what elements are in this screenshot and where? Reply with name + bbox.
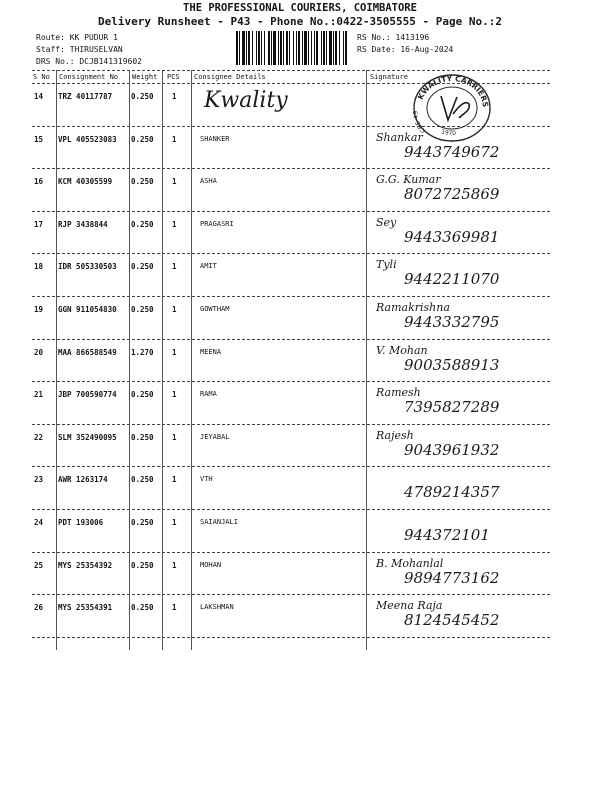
- barcode-bar: [239, 31, 240, 65]
- col-header-sno: S No: [33, 73, 50, 81]
- row-sno: 14: [34, 92, 44, 101]
- row-signature-name: B. Mohanlal: [376, 556, 444, 570]
- barcode-bar: [298, 31, 300, 65]
- row-weight: 1.270: [131, 347, 154, 357]
- row-signature-name: Tyli: [376, 258, 397, 272]
- row-weight: 0.250: [131, 518, 154, 527]
- rs-date: RS Date: 16-Aug-2024: [357, 45, 454, 54]
- row-pcs: 1: [172, 475, 177, 485]
- barcode-bar: [236, 31, 238, 65]
- barcode-bar: [273, 31, 276, 65]
- row-divider: [32, 211, 550, 212]
- row-weight: 0.250: [131, 390, 154, 400]
- row-consignee: MOHAN: [200, 560, 222, 569]
- stamp-text-top: KWALITY CARRIERS: [415, 73, 491, 108]
- row-consignee: JEYABAL: [200, 432, 230, 441]
- row-sno: 26: [34, 603, 44, 613]
- col-header-consignment: Consignment No: [59, 73, 119, 81]
- barcode-bar: [246, 31, 247, 65]
- runsheet-table: [32, 70, 550, 650]
- barcode-bar: [293, 31, 294, 65]
- col-header-signature: Signature: [370, 73, 408, 81]
- row-divider: [32, 381, 550, 382]
- row-weight: 0.250: [131, 134, 154, 144]
- barcode-image: [236, 31, 348, 65]
- barcode-bar: [261, 31, 262, 65]
- col-header-consignee: Consignee Details: [194, 73, 266, 81]
- row-signature-phone: 7395827289: [404, 398, 500, 417]
- row-pcs: 1: [172, 177, 177, 187]
- row-signature-name: G.G. Kumar: [376, 173, 441, 187]
- row-pcs: 1: [172, 518, 177, 527]
- row-signature-phone: 9894773162: [404, 568, 500, 587]
- barcode-bar: [278, 31, 279, 65]
- barcode-bar: [345, 31, 347, 65]
- row-divider: [32, 253, 550, 254]
- row-signature-name: Ramesh: [376, 386, 421, 400]
- row-consignee: MEENA: [200, 347, 222, 356]
- row-divider: [32, 509, 550, 510]
- staff-label: Staff: THIRUSELVAN: [36, 45, 123, 54]
- row-sno: 15: [34, 134, 44, 144]
- row-pcs: 1: [172, 603, 177, 613]
- barcode-bar: [258, 31, 260, 65]
- row-divider: [32, 296, 550, 297]
- barcode-bar: [323, 31, 325, 65]
- row-pcs: 1: [172, 219, 177, 229]
- kwality-stamp-image: [407, 70, 497, 146]
- row-sno: 24: [34, 518, 44, 527]
- col-header-pcs: PCS: [167, 73, 180, 81]
- document-title: THE PROFESSIONAL COURIERS, COIMBATORE: [183, 2, 417, 14]
- row-weight: 0.250: [131, 560, 154, 570]
- barcode-bar: [271, 31, 272, 65]
- row-pcs: 1: [172, 390, 177, 400]
- row-sno: 16: [34, 177, 44, 187]
- row-signature-phone: 9443369981: [404, 227, 500, 246]
- row-consignment-no: MYS 25354392: [58, 560, 113, 570]
- row-signature-name: Rajesh: [376, 428, 414, 442]
- row-consignee: PRAGASRI: [200, 219, 234, 228]
- row-signature-phone: 4789214357: [404, 483, 500, 502]
- row-consignee-handwritten: Kwality: [204, 88, 288, 113]
- row-signature-name: V. Mohan: [376, 343, 428, 357]
- row-divider: [32, 168, 550, 169]
- rs-number: RS No.: 1413196: [357, 33, 430, 42]
- row-pcs: 1: [172, 560, 177, 570]
- row-consignee: RAMA: [200, 390, 217, 399]
- row-signature-phone: 9443749672: [404, 142, 500, 161]
- row-sno: 25: [34, 560, 44, 570]
- barcode-bar: [268, 31, 270, 65]
- barcode-bar: [264, 31, 265, 65]
- column-divider: [191, 70, 192, 650]
- barcode-bar: [256, 31, 257, 65]
- row-sno: 19: [34, 305, 44, 314]
- col-header-weight: Weight: [132, 73, 158, 81]
- barcode-bar: [289, 31, 290, 65]
- row-sno: 23: [34, 475, 44, 485]
- row-consignee: GOWTHAM: [200, 305, 230, 313]
- row-consignment-no: KCM 40305599: [58, 177, 113, 187]
- row-signature-phone: 9003588913: [404, 355, 500, 374]
- row-consignment-no: MAA 866588549: [58, 347, 117, 357]
- row-signature-name: Meena Raja: [376, 599, 443, 613]
- column-divider: [162, 70, 163, 650]
- barcode-bar: [304, 31, 307, 65]
- barcode-bar: [286, 31, 288, 65]
- row-consignment-no: AWR 1263174: [58, 475, 108, 485]
- row-consignment-no: GGN 911054830: [58, 305, 117, 314]
- row-signature-phone: 944372101: [404, 526, 490, 544]
- row-weight: 0.250: [131, 177, 154, 187]
- row-sno: 17: [34, 219, 44, 229]
- row-weight: 0.250: [131, 603, 154, 613]
- row-pcs: 1: [172, 134, 177, 144]
- barcode-bar: [283, 31, 284, 65]
- row-consignment-no: RJP 3438844: [58, 219, 108, 229]
- row-signature-name: Sey: [376, 215, 397, 229]
- row-weight: 0.250: [131, 262, 154, 272]
- barcode-bar: [248, 31, 250, 65]
- drs-label: DRS No.: DCJB141319602: [36, 57, 142, 66]
- stamp-text-bottom: 1970: [440, 128, 457, 137]
- barcode-bar: [339, 31, 340, 65]
- row-consignee: SAIANJALI: [200, 518, 238, 526]
- stamp-text-left: CBE-49: [412, 110, 427, 135]
- row-consignment-no: SLM 352490095: [58, 432, 117, 442]
- row-signature-phone: 9442211070: [404, 270, 500, 289]
- row-divider: [32, 424, 550, 425]
- route-label: Route: KK PUDUR 1: [36, 33, 118, 42]
- row-signature-phone: 9043961932: [404, 440, 500, 459]
- row-consignment-no: MYS 25354391: [58, 603, 113, 613]
- row-pcs: 1: [172, 92, 177, 101]
- row-divider: [32, 594, 550, 595]
- barcode-bar: [302, 31, 303, 65]
- column-divider: [56, 70, 57, 650]
- barcode-bar: [343, 31, 344, 65]
- row-consignment-no: TRZ 40117787: [58, 92, 113, 101]
- row-signature-name: Ramakrishna: [376, 301, 450, 314]
- barcode-bar: [280, 31, 282, 65]
- document-subtitle: Delivery Runsheet - P43 - Phone No.:0422-3505555 - Page No.:2: [98, 15, 502, 28]
- row-sno: 20: [34, 347, 44, 357]
- barcode-bar: [326, 31, 327, 65]
- row-consignee: AMIT: [200, 262, 217, 271]
- row-consignment-no: VPL 405523083: [58, 134, 117, 144]
- barcode-bar: [252, 31, 253, 65]
- row-pcs: 1: [172, 262, 177, 272]
- row-consignment-no: PDT 193006: [58, 518, 104, 527]
- row-sno: 22: [34, 432, 44, 442]
- row-divider: [32, 637, 550, 638]
- row-divider: [32, 466, 550, 467]
- barcode-bar: [308, 31, 309, 65]
- row-consignee: ASHA: [200, 177, 217, 186]
- row-pcs: 1: [172, 347, 177, 357]
- row-divider: [32, 339, 550, 340]
- barcode-bar: [333, 31, 334, 65]
- column-divider: [129, 70, 130, 650]
- barcode-bar: [296, 31, 297, 65]
- barcode-bar: [242, 31, 245, 65]
- row-consignee: LAKSHMAN: [200, 603, 234, 612]
- barcode-bar: [316, 31, 318, 65]
- row-signature-phone: 8124545452: [404, 611, 500, 630]
- barcode-bar: [321, 31, 322, 65]
- row-consignee: SHANKER: [200, 134, 230, 143]
- row-pcs: 1: [172, 305, 177, 314]
- row-weight: 0.250: [131, 219, 154, 229]
- svg-text:KWALITY CARRIERS: [416, 74, 490, 108]
- svg-text:CBE-49: [412, 111, 427, 134]
- row-signature-name: Shankar: [376, 130, 423, 144]
- barcode-bar: [335, 31, 337, 65]
- row-pcs: 1: [172, 432, 177, 442]
- row-signature-phone: 8072725869: [404, 185, 500, 204]
- barcode-bar: [314, 31, 315, 65]
- column-divider: [366, 70, 367, 650]
- row-weight: 0.250: [131, 305, 154, 314]
- barcode-bar: [329, 31, 332, 65]
- row-signature-phone: 9443332795: [404, 313, 500, 331]
- row-weight: 0.250: [131, 92, 154, 101]
- row-weight: 0.250: [131, 432, 154, 442]
- row-consignment-no: IDR 505330503: [58, 262, 117, 272]
- svg-text:1970: [440, 128, 456, 137]
- row-sno: 21: [34, 390, 44, 400]
- row-consignee: VTH: [200, 475, 213, 484]
- row-weight: 0.250: [131, 475, 154, 485]
- row-sno: 18: [34, 262, 44, 272]
- row-consignment-no: JBP 700590774: [58, 390, 117, 400]
- barcode-bar: [311, 31, 312, 65]
- row-divider: [32, 552, 550, 553]
